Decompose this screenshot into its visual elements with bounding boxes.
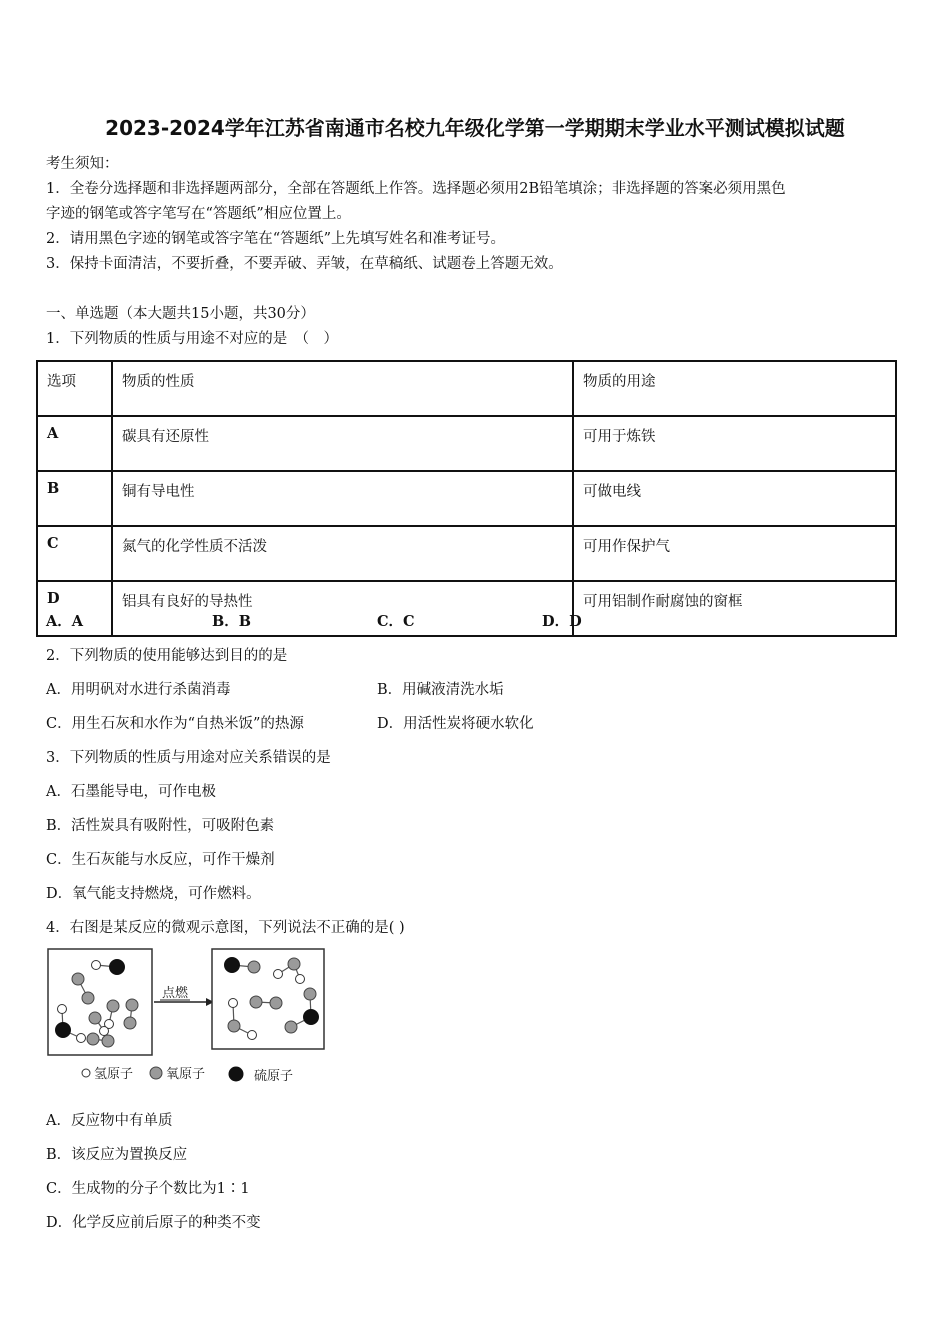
question-2-option-d[interactable]: D．用活性炭将硬水软化 bbox=[377, 716, 534, 732]
question-3-option-b[interactable]: B．活性炭具有吸附性，可吸附色素 bbox=[46, 818, 275, 834]
table-cell: D bbox=[37, 581, 112, 636]
table-row bbox=[37, 471, 896, 526]
hydrogen-atom bbox=[100, 1027, 109, 1036]
hydrogen-atom bbox=[77, 1034, 86, 1043]
table-row bbox=[37, 416, 896, 471]
question-4-option-c[interactable]: C．生成物的分子个数比为1∶1 bbox=[46, 1181, 250, 1197]
oxygen-atom bbox=[270, 997, 282, 1009]
oxygen-atom bbox=[102, 1035, 114, 1047]
table-header-cell: 物质的用途 bbox=[573, 361, 896, 416]
question-3-stem: 3．下列物质的性质与用途对应关系错误的是 bbox=[46, 750, 331, 766]
table-cell: 氮气的化学性质不活泼 bbox=[112, 526, 573, 581]
question-4-option-d[interactable]: D．化学反应前后原子的种类不变 bbox=[46, 1215, 261, 1231]
hydrogen-atom bbox=[92, 961, 101, 970]
oxygen-atom bbox=[248, 961, 260, 973]
question-4-option-b[interactable]: B．该反应为置换反应 bbox=[46, 1147, 188, 1163]
question-2-option-b[interactable]: B．用碱液清洗水垢 bbox=[377, 682, 504, 698]
table-header-row bbox=[37, 361, 896, 416]
sulfur-atom bbox=[225, 958, 240, 973]
table-header-cell: 物质的性质 bbox=[112, 361, 573, 416]
legend-hydrogen-icon bbox=[82, 1069, 90, 1077]
oxygen-atom bbox=[285, 1021, 297, 1033]
hydrogen-atom bbox=[58, 1005, 67, 1014]
question-1-stem: 1．下列物质的性质与用途不对应的是 （ ） bbox=[46, 331, 338, 347]
legend-sulfur-icon bbox=[229, 1067, 244, 1082]
oxygen-atom bbox=[250, 996, 262, 1008]
hydrogen-atom bbox=[296, 975, 305, 984]
question-1-option-b[interactable]: B．B bbox=[212, 613, 252, 630]
table-cell: C bbox=[37, 526, 112, 581]
page-title: 2023-2024学年江苏省南通市名校九年级化学第一学期期末学业水平测试模拟试题 bbox=[105, 116, 845, 140]
arrow-label: 点燃 bbox=[162, 986, 189, 1001]
notice-item: 字迹的钢笔或答字笔写在“答题纸”相应位置上。 bbox=[46, 206, 351, 222]
question-4-option-a[interactable]: A．反应物中有单质 bbox=[46, 1113, 173, 1129]
question-3-option-c[interactable]: C．生石灰能与水反应，可作干燥剂 bbox=[46, 852, 275, 868]
notice-item: 1．全卷分选择题和非选择题两部分，全部在答题纸上作答。选择题必须用2B铅笔填涂；非选择题的答案必须用黑色 bbox=[46, 181, 786, 197]
oxygen-atom bbox=[107, 1000, 119, 1012]
sulfur-atom bbox=[304, 1010, 319, 1025]
legend-oxygen-icon bbox=[150, 1067, 162, 1079]
oxygen-atom bbox=[89, 1012, 101, 1024]
table-cell: B bbox=[37, 471, 112, 526]
table-header-cell: 选项 bbox=[37, 361, 112, 416]
table-cell: 碳具有还原性 bbox=[112, 416, 573, 471]
table-cell: 铜有导电性 bbox=[112, 471, 573, 526]
question-1-option-c[interactable]: C．C bbox=[377, 613, 415, 630]
question-2-option-c[interactable]: C．用生石灰和水作为“自热米饭”的热源 bbox=[46, 716, 304, 732]
section-heading: 一、单选题（本大题共15小题，共30分） bbox=[46, 306, 315, 322]
notice-heading: 考生须知： bbox=[46, 156, 119, 172]
question-1-option-a[interactable]: A．A bbox=[46, 613, 84, 630]
table-row bbox=[37, 526, 896, 581]
oxygen-atom bbox=[304, 988, 316, 1000]
table-row bbox=[37, 581, 896, 636]
table-cell: 可用铝制作耐腐蚀的窗框 bbox=[573, 581, 896, 636]
legend-oxygen-label: 氧原子 bbox=[166, 1067, 206, 1082]
question-2-stem: 2．下列物质的使用能够达到目的的是 bbox=[46, 648, 288, 664]
notice-item: 2．请用黑色字迹的钢笔或答字笔在“答题纸”上先填写姓名和准考证号。 bbox=[46, 231, 506, 247]
table-cell: A bbox=[37, 416, 112, 471]
table-cell: 可用于炼铁 bbox=[573, 416, 896, 471]
question-3-option-a[interactable]: A．石墨能导电，可作电极 bbox=[46, 784, 216, 800]
table-cell: 铝具有良好的导热性 bbox=[112, 581, 573, 636]
hydrogen-atom bbox=[274, 970, 283, 979]
question-1-option-d[interactable]: D．D bbox=[542, 613, 582, 630]
oxygen-atom bbox=[82, 992, 94, 1004]
oxygen-atom bbox=[72, 973, 84, 985]
hydrogen-atom bbox=[248, 1031, 257, 1040]
oxygen-atom bbox=[288, 958, 300, 970]
sulfur-atom bbox=[56, 1023, 71, 1038]
oxygen-atom bbox=[87, 1033, 99, 1045]
oxygen-atom bbox=[124, 1017, 136, 1029]
sulfur-atom bbox=[110, 960, 125, 975]
question-4-stem: 4．右图是某反应的微观示意图，下列说法不正确的是( ) bbox=[46, 920, 405, 936]
question-2-option-a[interactable]: A．用明矾对水进行杀菌消毒 bbox=[46, 682, 231, 698]
question-1-table bbox=[36, 360, 897, 637]
reaction-diagram bbox=[44, 945, 334, 1090]
question-3-option-d[interactable]: D．氧气能支持燃烧，可作燃料。 bbox=[46, 886, 261, 902]
legend-hydrogen-label: 氢原子 bbox=[94, 1067, 134, 1082]
hydrogen-atom bbox=[229, 999, 238, 1008]
table-cell: 可用作保护气 bbox=[573, 526, 896, 581]
notice-item: 3．保持卡面清洁，不要折叠，不要弄破、弄皱，在草稿纸、试题卷上答题无效。 bbox=[46, 256, 563, 272]
oxygen-atom bbox=[228, 1020, 240, 1032]
legend-sulfur-label: 硫原子 bbox=[254, 1069, 294, 1084]
oxygen-atom bbox=[126, 999, 138, 1011]
table-cell: 可做电线 bbox=[573, 471, 896, 526]
